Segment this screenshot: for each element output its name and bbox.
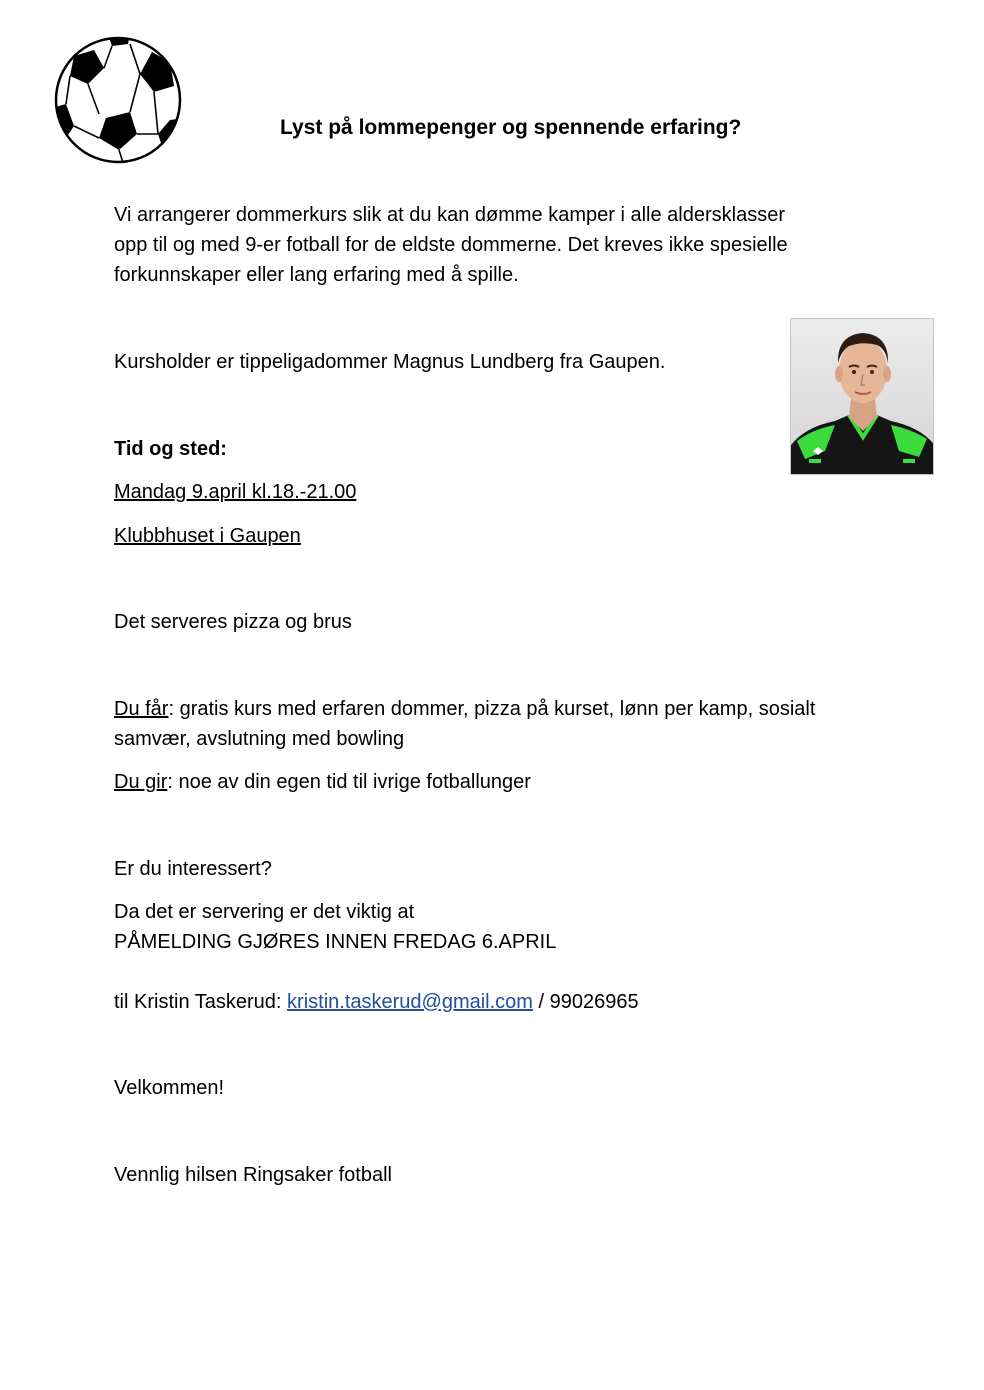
intro-line: opp til og med 9-er fotball for de eldste dommerne. Det kreves ikke spesielle — [114, 234, 788, 256]
event-place: Klubbhuset i Gaupen — [114, 525, 301, 547]
contact-line — [114, 987, 639, 1017]
contact-prefix: til Kristin Taskerud: — [114, 991, 288, 1013]
signup-notice — [114, 897, 556, 957]
you-get-text: : gratis kurs med erfaren dommer, pizza på kurset, lønn per kamp, sosialt — [168, 698, 816, 720]
referee-portrait — [790, 318, 934, 475]
interest-question: Er du interessert? — [114, 858, 272, 880]
instructor-text: Kursholder er tippeligadommer Magnus Lundberg fra Gaupen. — [114, 351, 666, 373]
event-date: Mandag 9.april kl.18.-21.00 — [114, 481, 357, 503]
deadline-text: PÅMELDING GJØRES INNEN FREDAG 6.APRIL — [114, 931, 557, 953]
contact-phone: / 99026965 — [532, 991, 639, 1013]
you-get-text-cont: samvær, avslutning med bowling — [114, 728, 405, 750]
you-get-label: Du får — [114, 698, 169, 720]
email-link[interactable]: kristin.taskerud@gmail.com — [287, 991, 533, 1013]
intro-paragraph — [114, 200, 788, 290]
intro-line: Vi arrangerer dommerkurs slik at du kan dømme kamper i alle aldersklasser — [114, 204, 785, 226]
serving-text: Da det er servering er det viktig at — [114, 901, 415, 923]
welcome-text: Velkommen! — [114, 1077, 225, 1099]
you-give-text: : noe av din egen tid til ivrige fotballunger — [167, 771, 531, 793]
you-get-paragraph — [114, 694, 815, 754]
time-place-heading: Tid og sted: — [114, 438, 227, 460]
signature: Vennlig hilsen Ringsaker fotball — [114, 1164, 392, 1186]
page-title: Lyst på lommepenger og spennende erfaring? — [280, 116, 742, 139]
intro-line: forkunnskaper eller lang erfaring med å spille. — [114, 264, 519, 286]
you-give-paragraph — [114, 767, 531, 797]
soccer-ball-icon — [52, 34, 184, 166]
food-text: Det serveres pizza og brus — [114, 611, 352, 633]
you-give-label: Du gir — [114, 771, 168, 793]
